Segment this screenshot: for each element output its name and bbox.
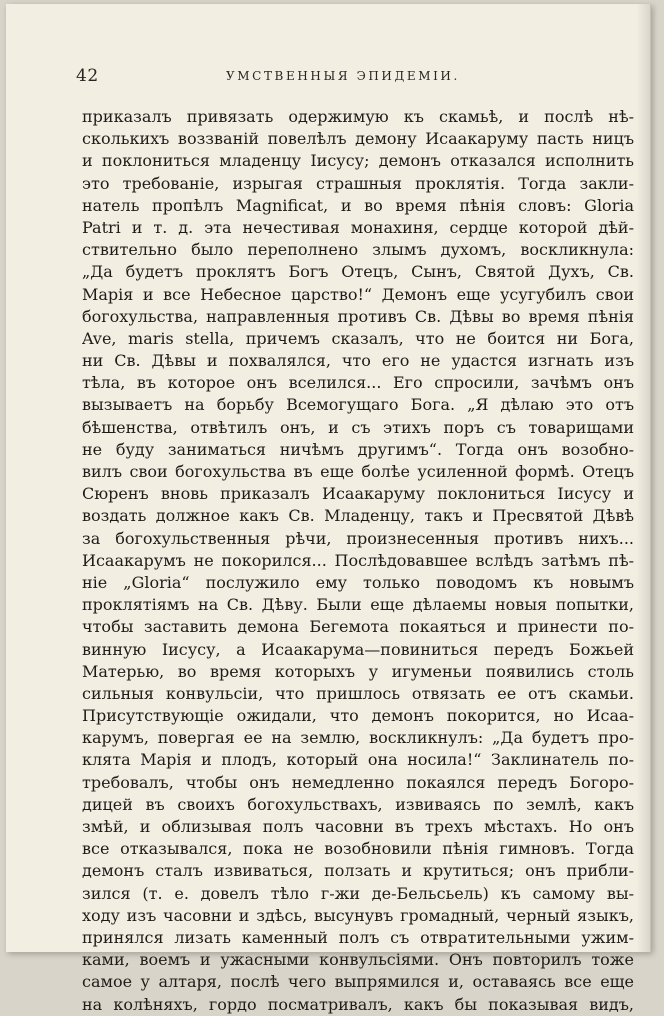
text-line: винную Іисусу, а Исаакарума—повиниться передъ Божьей bbox=[82, 639, 634, 659]
text-line: Марія и все Небесное царство!“ Демонъ еще усугубилъ свои bbox=[82, 284, 634, 304]
text-line: Ave, maris stella, причемъ сказалъ, что не боится ни Бога, bbox=[82, 328, 634, 348]
text-line: богохульства, направленныя противъ Св. Дѣвы во время пѣнія bbox=[82, 306, 634, 326]
text-line: вилъ свои богохульства въ еще болѣе усиленной формѣ. Отецъ bbox=[82, 462, 634, 481]
text-line: чтобы заставить демона Бегемота покаяться и принести по- bbox=[82, 617, 634, 637]
text-line: карумъ, повергая ее на землю, воскликнулъ: „Да будетъ про- bbox=[82, 728, 634, 748]
text-line: натель пропѣлъ Magnificat, и во время пѣнія словъ: Gloria bbox=[82, 195, 634, 215]
text-line: ніе „Gloria“ послужило ему только поводомъ къ новымъ bbox=[82, 572, 634, 592]
text-line: демонъ сталъ извиваться, ползать и крутиться; онъ прибли- bbox=[82, 861, 634, 881]
text-line: змѣй, и облизывая полъ часовни въ трехъ мѣстахъ. Но онъ bbox=[82, 817, 634, 836]
text-line: ходу изъ часовни и здѣсь, высунувъ громадный, черный языкъ, bbox=[82, 905, 634, 925]
text-line: дицей въ своихъ богохульствахъ, извиваясь по землѣ, какъ bbox=[82, 794, 634, 814]
text-line: ни Св. Дѣвы и похвалялся, что его не удастся изгнать изъ bbox=[82, 351, 634, 371]
page-number: 42 bbox=[76, 66, 99, 86]
text-line: все отказывался, пока не возобновили пѣнія гимновъ. Тогда bbox=[82, 839, 634, 859]
text-line: тѣла, въ которое онъ вселился... Его спросили, зачѣмъ онъ bbox=[82, 373, 634, 393]
text-line: „Да будетъ проклятъ Богъ Отецъ, Сынъ, Святой Духъ, Св. bbox=[82, 262, 634, 282]
text-line: самое у алтаря, послѣ чего выпрямился и, оставаясь все еще bbox=[82, 972, 634, 992]
text-line: требовалъ, чтобы онъ немедленно покаялся передъ Богоро- bbox=[82, 772, 634, 792]
text-line: зился (т. е. довелъ тѣло г-жи де-Бельсьель) къ самому вы- bbox=[82, 883, 634, 903]
page-edge-shadow bbox=[636, 4, 650, 952]
text-line: Исаакарумъ не покорился... Послѣдовавшее вслѣдъ затѣмъ пѣ- bbox=[82, 550, 634, 570]
text-line: Сюренъ вновь приказалъ Исаакаруму поклониться Іисусу и bbox=[82, 484, 634, 504]
text-line: это требованіе, изрыгая страшныя проклятія. Тогда закли- bbox=[82, 173, 634, 193]
text-line: Patri и т. д. эта нечестивая монахиня, сердце которой дѣй- bbox=[82, 217, 634, 237]
book-page bbox=[6, 4, 651, 1014]
text-line: вызываетъ на борьбу Всемогущаго Бога. „Я дѣлаю это отъ bbox=[82, 395, 634, 415]
text-line: клята Марія и плодъ, который она носила!“ Заклинатель по- bbox=[82, 750, 634, 770]
text-line: Матерью, во время которыхъ у игуменьи появились столь bbox=[82, 661, 634, 681]
text-line: и поклониться младенцу Іисусу; демонъ отказался исполнить bbox=[82, 151, 634, 171]
text-line: ствительно было переполнено злымъ духомъ, воскликнула: bbox=[82, 240, 634, 260]
text-line: сколькихъ воззваній повелѣлъ демону Исаакаруму пасть ницъ bbox=[82, 129, 634, 149]
text-line: приказалъ привязать одержимую къ скамьѣ, и послѣ нѣ- bbox=[82, 107, 634, 126]
text-line: воздать должное какъ Св. Младенцу, такъ и Пресвятой Дѣвѣ bbox=[82, 506, 634, 526]
text-line: за богохульственныя рѣчи, произнесенныя противъ нихъ... bbox=[82, 528, 634, 548]
running-head: УМСТВЕННЫЯ ЭПИДЕМІИ. bbox=[226, 69, 460, 83]
text-line: ками, воемъ и ужасными конвульсіями. Онъ повторилъ тоже bbox=[82, 950, 634, 970]
page-header bbox=[76, 66, 624, 90]
text-line: на колѣняхъ, гордо посматривалъ, какъ бы показывая видъ, bbox=[82, 994, 634, 1014]
text-line: не буду заниматься ничѣмъ другимъ“. Тогда онъ возобно- bbox=[82, 439, 634, 459]
text-line: проклятіямъ на Св. Дѣву. Были еще дѣлаемы новыя попытки, bbox=[82, 595, 634, 615]
text-line: сильныя конвульсіи, что пришлось отвязать ее отъ скамьи. bbox=[82, 683, 634, 703]
text-line: Присутствующіе ожидали, что демонъ покорится, но Исаа- bbox=[82, 706, 634, 726]
text-line: принялся лизать каменный полъ съ отвратительными ужим- bbox=[82, 927, 634, 947]
body-text bbox=[82, 106, 634, 1016]
text-line: бѣшенства, отвѣтилъ онъ, и съ этихъ поръ съ товарищами bbox=[82, 417, 634, 437]
